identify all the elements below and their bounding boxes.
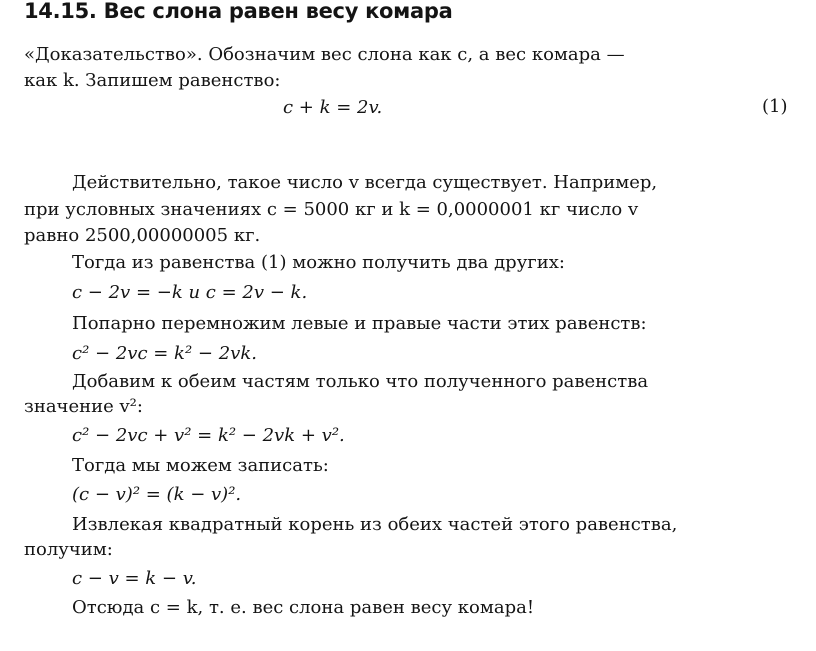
text-line-17: получим: <box>24 539 113 560</box>
text-line-9: Попарно перемножим левые и правые части этих равенств: <box>72 313 647 334</box>
text-line-7: Тогда из равенства (1) можно получить два других: <box>72 252 565 273</box>
text-line-2: как k. Запишем равенство: <box>24 70 281 91</box>
text-line-4: Действительно, такое число v всегда существует. Например, <box>72 172 658 193</box>
equation-3: c² − 2vc = k² − 2vk. <box>72 343 257 364</box>
equation-number: (1) <box>762 96 788 117</box>
section-heading: 14.15. Вес слона равен весу комара <box>24 0 453 23</box>
equation-6: c − v = k − v. <box>72 568 197 589</box>
text-line-16: Извлекая квадратный корень из обеих частей этого равенства, <box>72 514 678 535</box>
text-line-19: Отсюда c = k, т. е. вес слона равен весу комара! <box>72 597 535 618</box>
text-line-5: при условных значениях c = 5000 кг и k = 0,0000001 кг число v <box>24 199 639 220</box>
equation-5: (c − v)² = (k − v)². <box>72 484 242 505</box>
text-line-14: Тогда мы можем записать: <box>72 455 329 476</box>
text-line-1: «Доказательство». Обозначим вес слона как c, а вес комара — <box>24 44 625 65</box>
text-line-12: значение v²: <box>24 396 143 417</box>
equation-1: c + k = 2v. <box>283 97 383 118</box>
text-line-6: равно 2500,00000005 кг. <box>24 225 261 246</box>
equation-4: c² − 2vc + v² = k² − 2vk + v². <box>72 425 345 446</box>
equation-2: c − 2v = −k и c = 2v − k. <box>72 282 308 303</box>
text-line-11: Добавим к обеим частям только что полученного равенства <box>72 371 649 392</box>
